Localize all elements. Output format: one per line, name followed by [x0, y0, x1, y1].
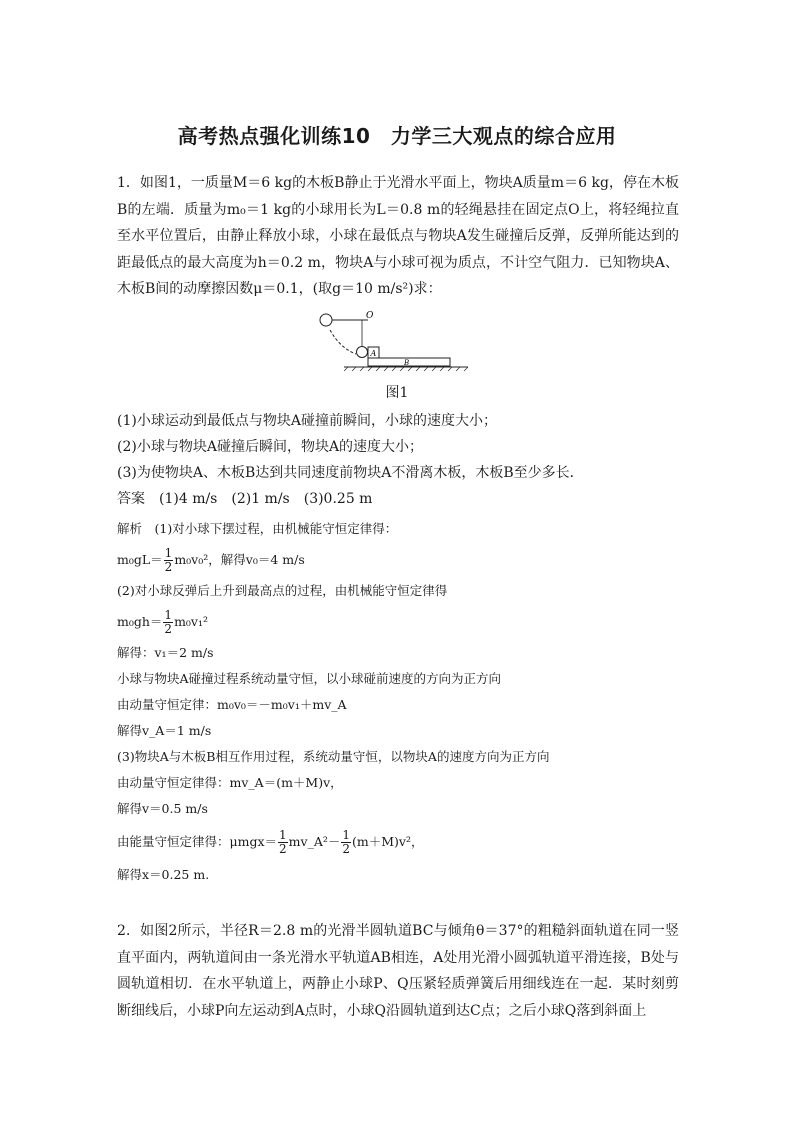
solution-line-4	[117, 604, 679, 640]
equation-middle: mv_A²－	[288, 834, 341, 849]
fraction-denominator: 2	[279, 842, 287, 856]
solution-line-5: 解得：v₁＝2 m/s	[117, 645, 214, 660]
question-1-part-1: (1)小球运动到最低点与物块A碰撞前瞬间，小球的速度大小；	[117, 413, 497, 429]
page-title: 高考热点强化训练10 力学三大观点的综合应用	[177, 124, 617, 148]
label-o: O	[366, 311, 374, 321]
fraction-half	[341, 829, 351, 856]
fraction-half	[278, 829, 288, 856]
question-2	[117, 918, 679, 1024]
equation-lhs: m₀gL＝	[117, 552, 163, 567]
solution-line-9: (3)物块A与木板B相互作用过程，系统动量守恒，以物块A的速度方向为正方向	[117, 749, 550, 764]
solution-line-11: 解得v＝0.5 m/s	[117, 801, 208, 816]
solution-line-7: 由动量守恒定律：m₀v₀＝－m₀v₁＋mv_A	[117, 697, 347, 712]
question-1-parts	[117, 408, 679, 512]
solution-line-6: 小球与物块A碰撞过程系统动量守恒，以小球碰前速度的方向为正方向	[117, 671, 502, 686]
answer: 答案 (1)4 m/s (2)1 m/s (3)0.25 m	[117, 491, 373, 507]
ball-lowest	[357, 347, 368, 358]
question-2-stem: 2．如图2所示，半径R＝2.8 m的光滑半圆轨道BC与倾角θ＝37°的粗糙斜面轨道在同一竖直平面内，两轨道间由一条光滑水平轨道AB相连，A处用光滑小圆弧轨道平滑连接，B处与圆轨道相切．在水平轨道上，两静止小球P、Q压紧轻质弹簧后用细线连在一起．某时刻剪断细线后，小球P向左运动到A点时，小球Q沿圆轨道到达C点；之后小球Q落到斜面上	[117, 923, 679, 1019]
ground-hatch	[344, 367, 468, 371]
solution-line-1: 解析 (1)对小球下摆过程，由机械能守恒定律得：	[117, 521, 398, 536]
equation-rhs: (m＋M)v²，	[352, 834, 424, 849]
swing-path	[330, 330, 356, 354]
fraction-denominator: 2	[164, 560, 173, 574]
label-a: A	[370, 349, 377, 358]
fraction-half	[163, 609, 173, 636]
figure-1-diagram	[318, 308, 478, 378]
solution-line-3: (2)对小球反弹后上升到最高点的过程，由机械能守恒定律得	[117, 583, 448, 598]
question-1-part-3: (3)为使物块A、木板B达到共同速度前物块A不滑离木板，木板B至少多长．	[117, 465, 584, 481]
equation-rhs: m₀v₀²，解得v₀＝4 m/s	[174, 552, 305, 567]
fraction-numerator: 1	[342, 828, 351, 842]
fraction-numerator: 1	[164, 546, 173, 560]
fraction-numerator: 1	[279, 828, 287, 842]
fraction-denominator: 2	[164, 622, 173, 636]
solution-line-13: 解得x＝0.25 m.	[117, 867, 210, 882]
solution-line-2	[117, 542, 679, 578]
fraction-denominator: 2	[342, 842, 351, 856]
equation-rhs: m₀v₁²	[174, 614, 209, 629]
fraction-numerator: 1	[164, 608, 173, 622]
equation-lhs: 由能量守恒定律得：μmgx＝	[117, 834, 278, 849]
question-1	[117, 170, 679, 303]
solution-line-12	[117, 822, 679, 862]
fraction-half	[164, 547, 174, 574]
figure-1-caption: 图1	[385, 385, 409, 401]
equation-lhs: m₀gh＝	[117, 614, 163, 629]
question-1-stem: 1．如图1，一质量M＝6 kg的木板B静止于光滑水平面上，物块A质量m＝6 kg，停在木板B的左端．质量为m₀＝1 kg的小球用长为L＝0.8 m的轻绳悬挂在固定点O上，将轻绳拉直至水平位置后，由静止释放小球，小球在最低点与物块A发生碰撞后反弹，反弹所能达到的距最低点的最大高度为h＝0.2 m，物块A与小球可视为质点，不计空气阻力．已知物块A、木板B间的动摩擦因数μ＝0.1，(取g＝10 m/s²)求：	[117, 175, 679, 297]
question-1-part-2: (2)小球与物块A碰撞后瞬间，物块A的速度大小；	[117, 439, 424, 455]
ball-initial	[320, 314, 332, 326]
label-b: B	[404, 359, 410, 367]
solution-line-10: 由动量守恒定律得：mv_A＝(m＋M)v，	[117, 775, 343, 790]
solution-line-8: 解得v_A＝1 m/s	[117, 723, 212, 738]
solution	[117, 516, 679, 888]
